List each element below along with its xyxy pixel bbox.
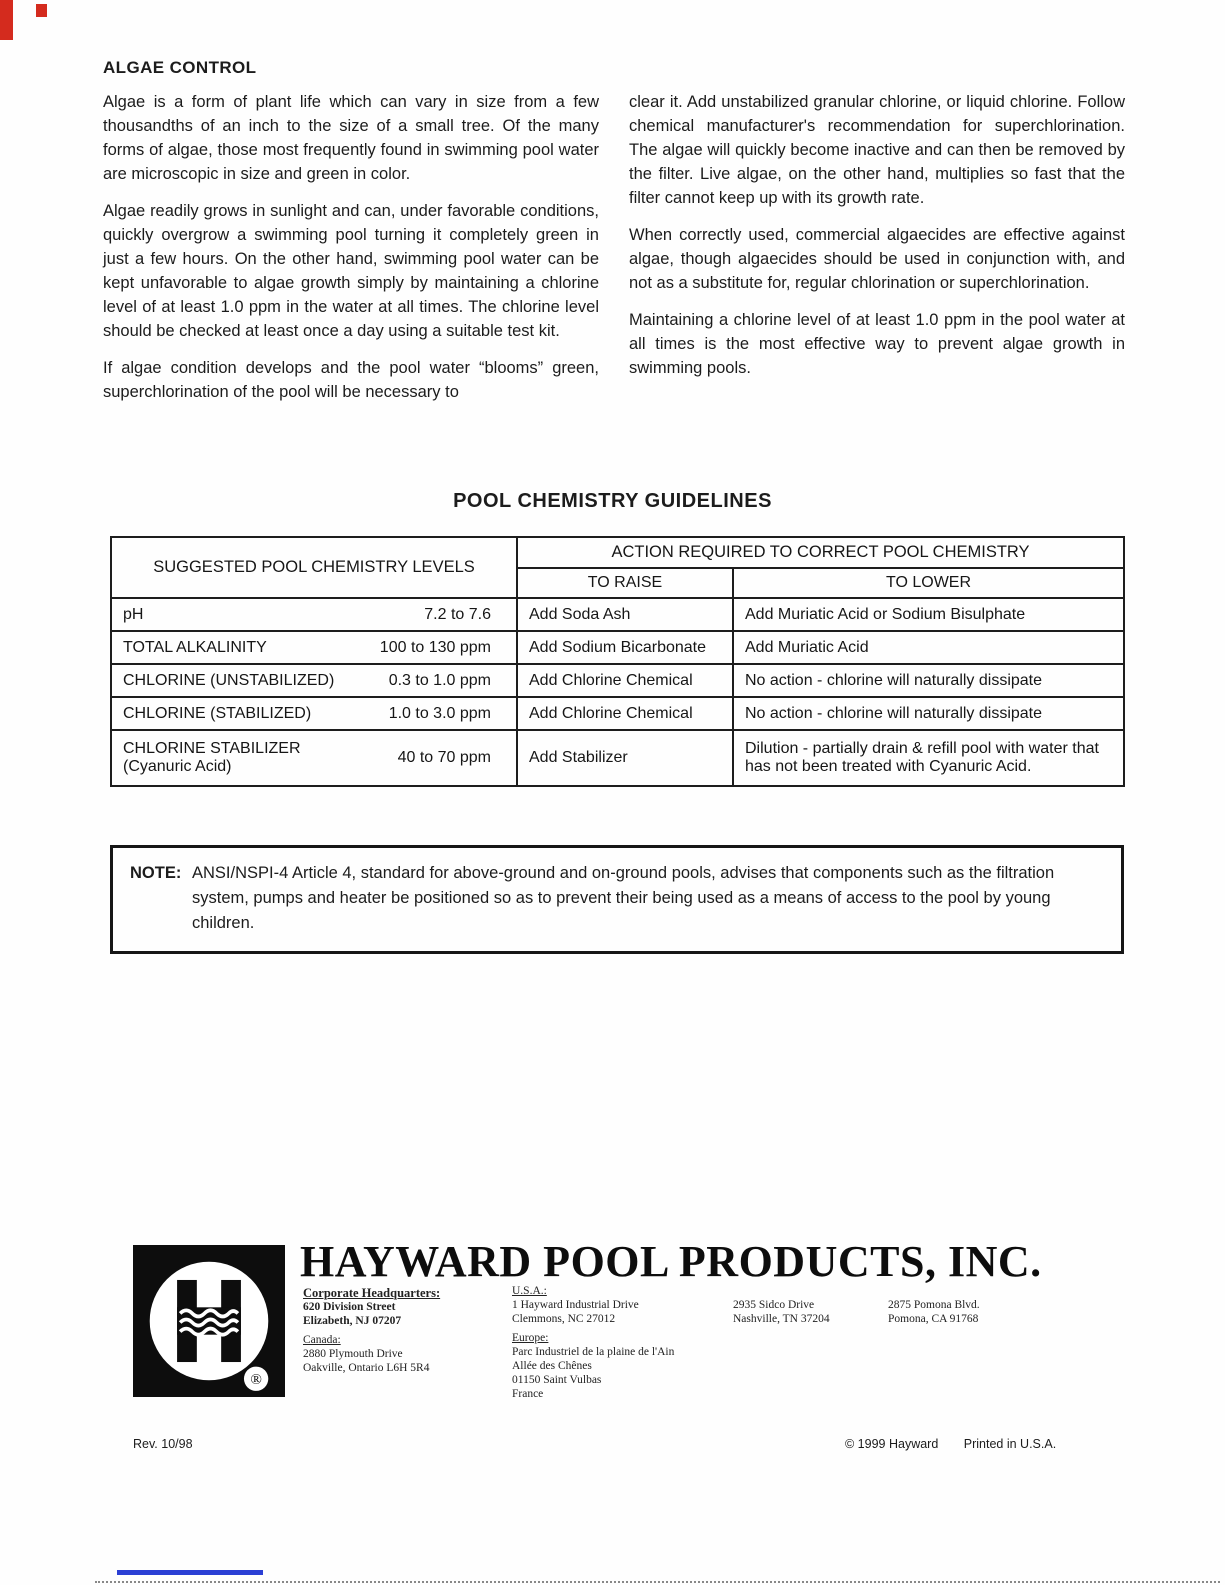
left-column bbox=[103, 90, 599, 404]
address-line: 1 Hayward Industrial Drive bbox=[512, 1299, 639, 1311]
col-header-levels: SUGGESTED POOL CHEMISTRY LEVELS bbox=[111, 537, 517, 598]
scan-artifact-red-dot bbox=[36, 4, 47, 17]
svg-text:®: ® bbox=[250, 1371, 262, 1389]
address-line: 01150 Saint Vulbas bbox=[512, 1374, 602, 1386]
table-title: POOL CHEMISTRY GUIDELINES bbox=[453, 490, 772, 512]
company-name: HAYWARD POOL PRODUCTS, INC. bbox=[300, 1237, 1042, 1286]
address-line: Elizabeth, NJ 07207 bbox=[303, 1315, 402, 1327]
lower-action: Add Muriatic Acid or Sodium Bisulphate bbox=[733, 598, 1124, 631]
algae-text bbox=[103, 90, 1125, 404]
lower-action: Add Muriatic Acid bbox=[733, 631, 1124, 664]
address-line: France bbox=[512, 1388, 544, 1400]
parameter-range: 1.0 to 3.0 ppm bbox=[388, 704, 491, 722]
parameter-range: 0.3 to 1.0 ppm bbox=[388, 671, 491, 689]
address-line: Clemmons, NC 27012 bbox=[512, 1313, 616, 1325]
address-line: 620 Division Street bbox=[303, 1301, 396, 1313]
body-paragraph: When correctly used, commercial algaecides are effective against algae, though algaecides should be used in conjunction with, and not as a substitute for, regular chlorination or superchlorination. bbox=[629, 226, 1125, 292]
raise-action: Add Sodium Bicarbonate bbox=[517, 631, 733, 664]
address-line: Oakville, Ontario L6H 5R4 bbox=[303, 1362, 430, 1374]
address-line: Allée des Chênes bbox=[512, 1360, 592, 1372]
raise-action: Add Stabilizer bbox=[517, 730, 733, 786]
note-label: NOTE: bbox=[130, 864, 182, 882]
revision-label: Rev. 10/98 bbox=[133, 1437, 193, 1451]
body-paragraph: Maintaining a chlorine level of at least 1.0 ppm in the pool water at all times is the most effective way to prevent algae growth in swimming pools. bbox=[629, 311, 1125, 377]
scan-artifact-red-bar bbox=[0, 0, 13, 40]
address-line: Pomona, CA 91768 bbox=[888, 1313, 979, 1325]
body-paragraph: clear it. Add unstabilized granular chlorine, or liquid chlorine. Follow chemical manufacturer's recommendation for superchlorination. The algae will quickly become inactive and can then be removed by the filter. Live algae, on the other hand, multiplies so fast that the filter cannot keep up with its growth rate. bbox=[629, 93, 1125, 207]
canada-label: Canada: bbox=[303, 1334, 341, 1346]
parameter-range: 40 to 70 ppm bbox=[397, 749, 491, 766]
table-row bbox=[111, 598, 1124, 631]
address-line: Parc Industriel de la plaine de l'Ain bbox=[512, 1346, 675, 1358]
parameter-range: 7.2 to 7.6 bbox=[424, 605, 491, 623]
hayward-logo bbox=[133, 1244, 285, 1398]
europe-label: Europe: bbox=[512, 1332, 549, 1344]
parameter-name: CHLORINE (UNSTABILIZED) bbox=[123, 671, 335, 689]
scan-artifact-dotted-line bbox=[95, 1581, 1220, 1583]
table-header-row bbox=[111, 537, 1124, 568]
body-paragraph: Algae readily grows in sunlight and can, under favorable conditions, quickly overgrow a swimming pool turning it completely green in just a few hours. On the other hand, swimming pool water can be kept unfavorable to algae growth simply by maintaining a chlorine level of at least 1.0 ppm in the water at all times. The chlorine level should be checked at least once a day using a suitable test kit. bbox=[103, 202, 599, 340]
lower-action: Dilution - partially drain & refill pool with water that has not been treated with Cyanuric Acid. bbox=[733, 730, 1124, 786]
raise-action: Add Chlorine Chemical bbox=[517, 664, 733, 697]
parameter-name: TOTAL ALKALINITY bbox=[123, 638, 267, 656]
body-paragraph: Algae is a form of plant life which can vary in size from a few thousandths of an inch to the size of a small tree. Of the many forms of algae, those most frequently found in swimming pool water are microscopic in size and green in color. bbox=[103, 93, 599, 183]
parameter-range: 100 to 130 ppm bbox=[379, 638, 491, 656]
raise-action: Add Chlorine Chemical bbox=[517, 697, 733, 730]
address-line: 2880 Plymouth Drive bbox=[303, 1348, 403, 1360]
pool-chemistry-table bbox=[110, 536, 1125, 787]
address-pomona bbox=[888, 1298, 1048, 1326]
address-usa-europe bbox=[512, 1284, 732, 1401]
col-header-to-lower: TO LOWER bbox=[733, 568, 1124, 598]
section-title: ALGAE CONTROL bbox=[103, 58, 257, 77]
printed-text: Printed in U.S.A. bbox=[963, 1437, 1057, 1451]
note-text: ANSI/NSPI-4 Article 4, standard for above-ground and on-ground pools, advises that components such as the filtration system, pumps and heater be positioned so as to prevent their being used as a means of access to the pool by young children. bbox=[192, 864, 1055, 932]
corporate-hq-label: Corporate Headquarters: bbox=[303, 1286, 441, 1300]
col-header-action: ACTION REQUIRED TO CORRECT POOL CHEMISTRY bbox=[517, 537, 1124, 568]
body-paragraph: If algae condition develops and the pool water “blooms” green, superchlorination of the pool will be necessary to bbox=[103, 359, 599, 401]
scan-artifact-blue-line bbox=[117, 1570, 263, 1575]
lower-action: No action - chlorine will naturally dissipate bbox=[733, 664, 1124, 697]
copyright-line bbox=[845, 1437, 1056, 1451]
table-row bbox=[111, 730, 1124, 786]
table-row bbox=[111, 631, 1124, 664]
address-line: Nashville, TN 37204 bbox=[733, 1313, 830, 1325]
address-nashville bbox=[733, 1298, 883, 1326]
parameter-name: CHLORINE (STABILIZED) bbox=[123, 704, 312, 722]
note-box bbox=[110, 845, 1124, 954]
table-row bbox=[111, 697, 1124, 730]
raise-action: Add Soda Ash bbox=[517, 598, 733, 631]
col-header-to-raise: TO RAISE bbox=[517, 568, 733, 598]
usa-label: U.S.A.: bbox=[512, 1285, 547, 1297]
lower-action: No action - chlorine will naturally dissipate bbox=[733, 697, 1124, 730]
parameter-name: pH bbox=[123, 605, 144, 623]
address-line: 2935 Sidco Drive bbox=[733, 1299, 815, 1311]
address-line: 2875 Pomona Blvd. bbox=[888, 1299, 980, 1311]
copyright-text: © 1999 Hayward bbox=[845, 1437, 939, 1451]
right-column bbox=[629, 90, 1125, 404]
address-corporate bbox=[303, 1286, 508, 1375]
table-row bbox=[111, 664, 1124, 697]
parameter-name: CHLORINE STABILIZER (Cyanuric Acid) bbox=[123, 740, 301, 775]
